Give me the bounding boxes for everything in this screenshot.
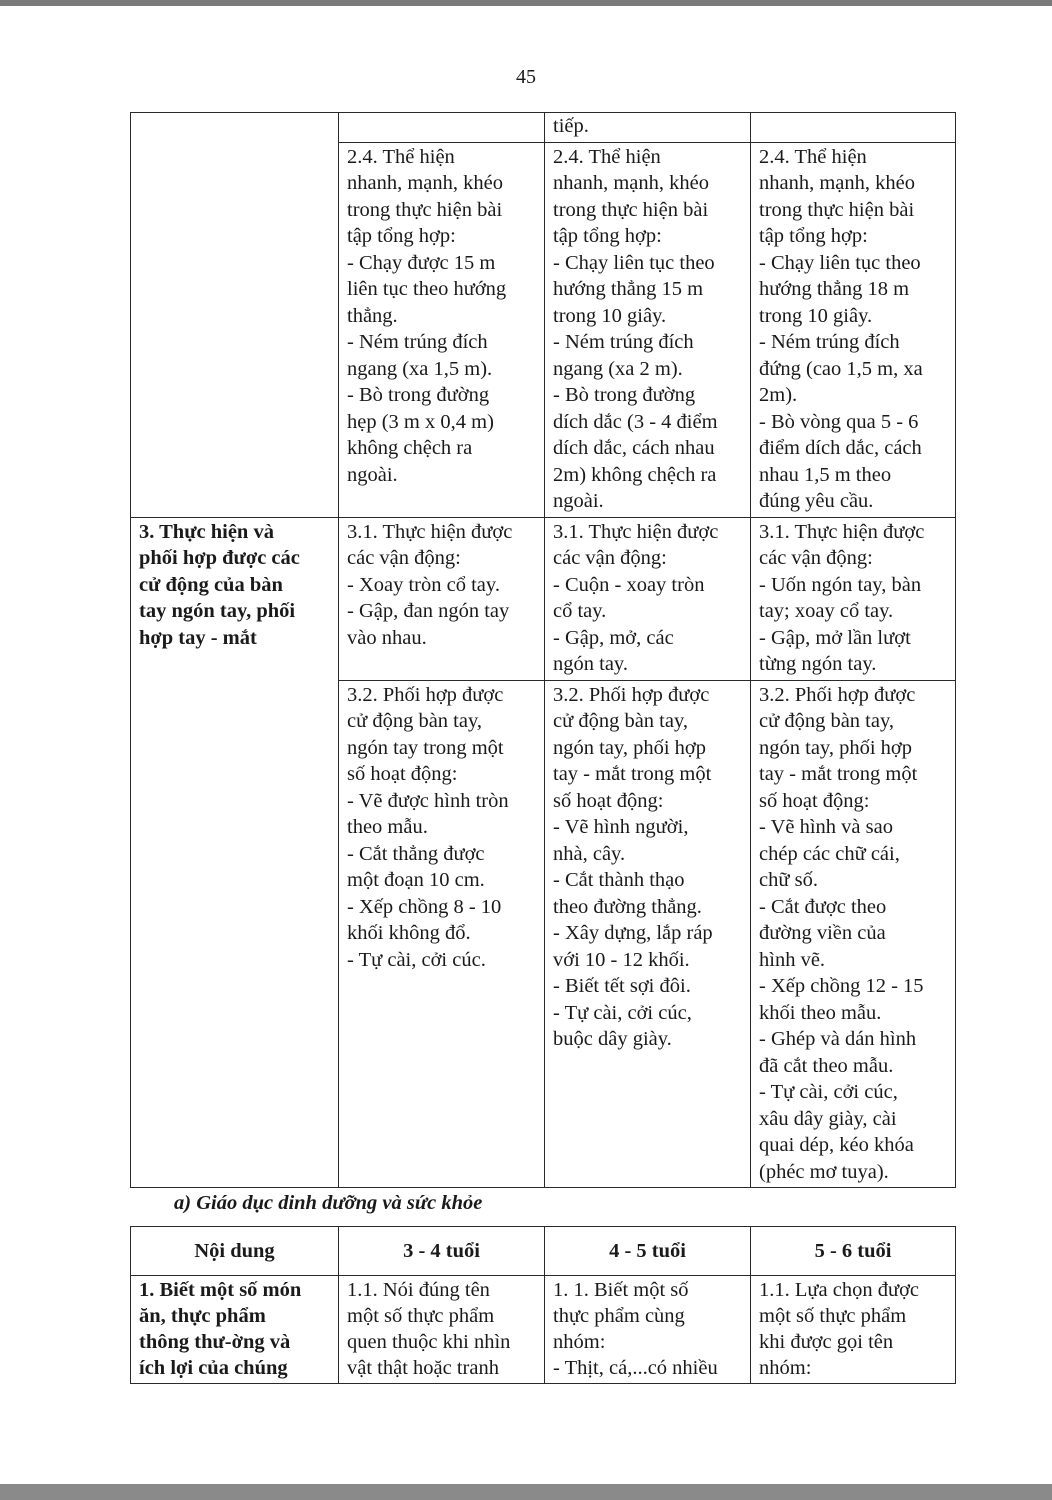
text-line: ngón tay trong một — [347, 736, 504, 759]
text-line: - Gập, mở, các — [553, 626, 674, 649]
text-line: trong 10 giây. — [553, 304, 667, 327]
text-line: nhóm: — [759, 1357, 812, 1379]
text-line: - Ghép và dán hình — [759, 1028, 917, 1050]
table-cell-2-4-age-3-4 — [339, 142, 545, 517]
text-line: ngón tay, phối hợp — [759, 736, 912, 759]
text-line: ngang (xa 2 m). — [553, 357, 683, 380]
table-cell-2-4-age-5-6 — [751, 142, 956, 517]
text-line: nhanh, mạnh, khéo — [553, 172, 709, 194]
section-3-title-cell — [131, 517, 339, 1188]
text-line: - Xoay tròn cổ tay. — [347, 573, 500, 596]
text-line: ích lợi của chúng — [139, 1357, 288, 1379]
text-line: - Vẽ hình và sao — [759, 816, 893, 838]
text-line: các vận động: — [347, 547, 461, 569]
text-line: 2.4. Thể hiện — [759, 145, 867, 168]
text-line: một số thực phẩm — [347, 1305, 495, 1327]
text-line: đúng yêu cầu. — [759, 490, 874, 512]
text-line: - Chạy được 15 m — [347, 251, 496, 274]
text-line: xâu dây giày, cài — [759, 1107, 897, 1130]
text-line: - Vẽ được hình tròn — [347, 789, 509, 812]
text-line: - Thịt, cá,...có nhiều — [553, 1357, 718, 1379]
text-line: - Gập, đan ngón tay — [347, 600, 510, 622]
text-line: quen thuộc khi nhìn — [347, 1331, 511, 1353]
text-line: khối không đổ. — [347, 922, 471, 944]
column-header-age-3-4: 3 - 4 tuổi — [339, 1227, 545, 1276]
table-cell-1-1-age-4-5 — [545, 1276, 751, 1384]
text-line: thông thư-ờng và — [139, 1331, 291, 1353]
text-line: hình vẽ. — [759, 948, 826, 971]
text-line: 3.2. Phối hợp được — [759, 683, 916, 706]
text-line: - Biết tết sợi đôi. — [553, 975, 691, 997]
text-line: - Tự cài, cởi cúc. — [347, 948, 486, 971]
column-header-age-4-5: 4 - 5 tuổi — [545, 1227, 751, 1276]
text-line: 3.1. Thực hiện được — [347, 520, 513, 543]
text-line: tập tổng hợp: — [553, 225, 662, 247]
text-line: cổ tay. — [553, 600, 607, 622]
table-cell-1-1-age-3-4 — [339, 1276, 545, 1384]
text-line: một đoạn 10 cm. — [347, 869, 485, 891]
text-line: theo đường thẳng. — [553, 895, 702, 918]
text-line: số hoạt động: — [553, 789, 664, 812]
text-line: 3.2. Phối hợp được — [553, 683, 710, 706]
table-cell-2-4-age-4-5 — [545, 142, 751, 517]
text-line: nhau 1,5 m theo — [759, 463, 892, 486]
text-line: tay ngón tay, phối — [139, 600, 296, 622]
text-line: 1.1. Lựa chọn được — [759, 1279, 920, 1301]
text-line: buộc dây giày. — [553, 1028, 672, 1050]
text-line: cử động bàn tay, — [553, 710, 689, 732]
text-line: hợp tay - mắt — [139, 626, 257, 649]
text-line: dích dắc, cách nhau — [553, 437, 715, 459]
text-line: với 10 - 12 khối. — [553, 948, 690, 971]
text-line: - Cắt được theo — [759, 895, 887, 918]
text-line: ngoài. — [347, 463, 398, 486]
text-line: - Uốn ngón tay, bàn — [759, 573, 922, 596]
content-cell-empty — [131, 113, 339, 518]
text-line: - Gập, mở lần lượt — [759, 626, 911, 649]
text-line: 1. 1. Biết một số — [553, 1279, 689, 1301]
text-line: 3. Thực hiện và — [139, 520, 274, 543]
column-header-age-5-6: 5 - 6 tuổi — [751, 1227, 956, 1276]
table-cell-3-1-age-4-5 — [545, 517, 751, 680]
text-line: 2m). — [759, 384, 798, 406]
text-line: - Cắt thẳng được — [347, 842, 485, 865]
table-cell-3-1-age-3-4 — [339, 517, 545, 680]
text-line: nhà, cây. — [553, 842, 626, 865]
text-line: hướng thẳng 18 m — [759, 278, 910, 300]
text-line: liên tục theo hướng — [347, 278, 507, 300]
text-line: 2m) không chệch ra — [553, 463, 717, 486]
text-line: tay; xoay cổ tay. — [759, 600, 894, 622]
table-cell — [339, 113, 545, 143]
text-line: từng ngón tay. — [759, 653, 877, 675]
text-line: ngoài. — [553, 490, 604, 512]
text-line: 3.1. Thực hiện được — [759, 520, 925, 543]
text-line: 1.1. Nói đúng tên — [347, 1279, 490, 1301]
text-line: tiếp. — [553, 115, 589, 137]
text-line: - Tự cài, cởi cúc, — [553, 1001, 692, 1024]
text-line: cử động của bàn — [139, 573, 283, 596]
text-line: 3.2. Phối hợp được — [347, 683, 504, 706]
table-cell-3-2-age-3-4 — [339, 680, 545, 1188]
text-line: chữ số. — [759, 869, 818, 891]
text-line: cử động bàn tay, — [347, 710, 483, 732]
text-line: - Xây dựng, lắp ráp — [553, 922, 713, 944]
text-line: - Cuộn - xoay tròn — [553, 573, 705, 596]
text-line: - Ném trúng đích — [347, 331, 488, 353]
text-line: dích dắc (3 - 4 điểm — [553, 410, 718, 433]
page-number: 45 — [516, 66, 536, 88]
text-line: nhanh, mạnh, khéo — [759, 172, 915, 194]
text-line: chép các chữ cái, — [759, 842, 900, 865]
text-line: (phéc mơ tuya). — [759, 1160, 889, 1183]
table-row — [131, 517, 956, 680]
table-row — [131, 113, 956, 143]
text-line: số hoạt động: — [759, 789, 870, 812]
text-line: nhóm: — [553, 1331, 606, 1353]
text-line: khối theo mẫu. — [759, 1001, 882, 1024]
text-line: đứng (cao 1,5 m, xa — [759, 357, 923, 380]
text-line: ăn, thực phẩm — [139, 1305, 266, 1327]
text-line: không chệch ra — [347, 437, 473, 459]
text-line: một số thực phẩm — [759, 1305, 907, 1327]
text-line: - Tự cài, cởi cúc, — [759, 1081, 898, 1103]
text-line: vào nhau. — [347, 626, 427, 649]
text-line: - Cắt thành thạo — [553, 869, 685, 891]
text-line: thẳng. — [347, 304, 398, 327]
text-line: đường viền của — [759, 922, 886, 944]
text-line: trong thực hiện bài — [347, 198, 503, 221]
text-line: các vận động: — [759, 547, 873, 569]
text-line: - Ném trúng đích — [759, 331, 900, 353]
text-line: - Xếp chồng 8 - 10 — [347, 895, 502, 918]
table-cell — [751, 113, 956, 143]
text-line: cử động bàn tay, — [759, 710, 895, 732]
text-line: nhanh, mạnh, khéo — [347, 172, 503, 194]
text-line: - Chạy liên tục theo — [553, 251, 715, 274]
text-line: phối hợp được các — [139, 547, 300, 569]
text-line: quai dép, kéo khóa — [759, 1134, 914, 1156]
text-line: vật thật hoặc tranh — [347, 1357, 499, 1379]
text-line: các vận động: — [553, 547, 667, 569]
scan-edge-bottom — [0, 1484, 1052, 1500]
table-header-row — [131, 1227, 956, 1276]
text-line: 2.4. Thể hiện — [553, 145, 661, 168]
table-cell-3-2-age-4-5 — [545, 680, 751, 1188]
text-line: hẹp (3 m x 0,4 m) — [347, 410, 494, 433]
scan-edge-top — [0, 0, 1052, 6]
text-line: trong 10 giây. — [759, 304, 873, 327]
text-line: đã cắt theo mẫu. — [759, 1054, 894, 1077]
text-line: tập tổng hợp: — [759, 225, 868, 247]
text-line: thực phẩm cùng — [553, 1305, 685, 1327]
text-line: hướng thẳng 15 m — [553, 278, 704, 300]
table-cell — [545, 113, 751, 143]
text-line: tập tổng hợp: — [347, 225, 456, 247]
text-line: - Bò trong đường — [347, 384, 490, 406]
text-line: khi được gọi tên — [759, 1331, 894, 1353]
text-line: tay - mắt trong một — [553, 763, 712, 785]
text-line: 2.4. Thể hiện — [347, 145, 455, 168]
content-cell-1 — [131, 1276, 339, 1384]
column-header-content: Nội dung — [131, 1227, 339, 1276]
text-line: - Xếp chồng 12 - 15 — [759, 975, 924, 997]
motor-development-table — [130, 112, 956, 1188]
table-cell-3-2-age-5-6 — [751, 680, 956, 1188]
text-line: tay - mắt trong một — [759, 763, 918, 785]
text-line: ngón tay. — [553, 653, 628, 675]
text-line: điểm dích dắc, cách — [759, 437, 922, 459]
text-line: ngón tay, phối hợp — [553, 736, 706, 759]
table-cell-1-1-age-5-6 — [751, 1276, 956, 1384]
text-line: - Bò vòng qua 5 - 6 — [759, 410, 919, 433]
text-line: số hoạt động: — [347, 763, 458, 785]
text-line: - Chạy liên tục theo — [759, 251, 921, 274]
text-line: trong thực hiện bài — [553, 198, 709, 221]
text-line: trong thực hiện bài — [759, 198, 915, 221]
text-line: - Vẽ hình người, — [553, 816, 689, 838]
nutrition-health-table — [130, 1226, 956, 1384]
text-line: - Ném trúng đích — [553, 331, 694, 353]
text-line: ngang (xa 1,5 m). — [347, 357, 493, 380]
section-heading-nutrition: a) Giáo dục dinh dưỡng và sức khỏe — [174, 1192, 483, 1214]
text-line: 1. Biết một số món — [139, 1279, 302, 1301]
table-cell-3-1-age-5-6 — [751, 517, 956, 680]
text-line: - Bò trong đường — [553, 384, 696, 406]
text-line: 3.1. Thực hiện được — [553, 520, 719, 543]
text-line: theo mẫu. — [347, 816, 428, 838]
table-row — [131, 1276, 956, 1384]
